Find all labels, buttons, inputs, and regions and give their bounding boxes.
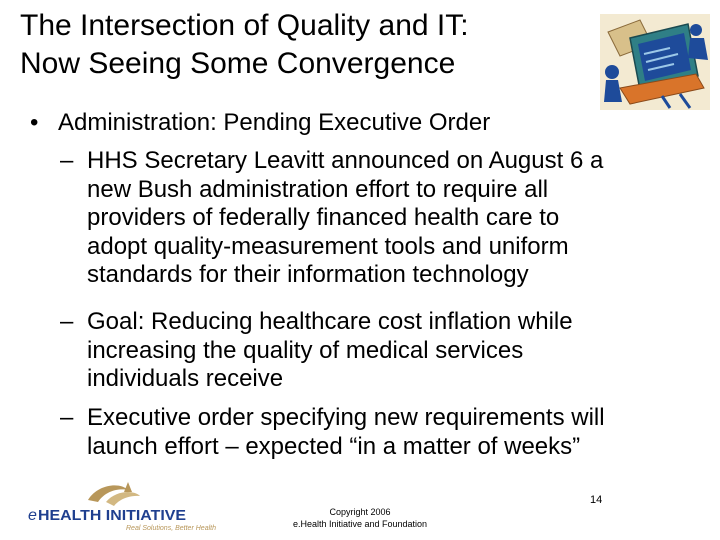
page-number: 14 bbox=[590, 494, 603, 506]
logo-tagline: Real Solutions, Better Health bbox=[126, 525, 217, 532]
sub-bullet-line: standards for their information technology bbox=[87, 261, 529, 288]
sub-bullet-line: launch effort – expected “in a matter of weeks” bbox=[87, 432, 581, 460]
copyright-line-2: e.Health Initiative and Foundation bbox=[292, 519, 428, 529]
sub-bullet-dash: – bbox=[60, 308, 74, 335]
sub-bullet-line: new Bush administration effort to require all bbox=[87, 175, 549, 203]
sub-bullet-line: Goal: Reducing healthcare cost inflation while bbox=[87, 308, 573, 335]
sub-bullet-line: adopt quality-measurement tools and uniform bbox=[87, 232, 569, 260]
sub-bullet-dash: – bbox=[60, 404, 74, 431]
bullet-marker: • bbox=[30, 109, 39, 136]
sub-bullet-2 bbox=[60, 308, 700, 394]
bullet-text: Administration: Pending Executive Order bbox=[58, 109, 491, 136]
sub-bullet-line: individuals receive bbox=[87, 365, 284, 392]
sub-bullet-line: Executive order specifying new requirements will bbox=[87, 404, 605, 431]
sub-bullet-line: HHS Secretary Leavitt announced on August 6 a bbox=[87, 147, 604, 174]
sub-bullet-line: providers of federally financed health care to bbox=[87, 204, 560, 231]
ehealth-initiative-logo bbox=[28, 480, 228, 532]
main-bullet bbox=[30, 106, 670, 140]
title-line-2: Now Seeing Some Convergence bbox=[20, 47, 456, 80]
title-line-1: The Intersection of Quality and IT: bbox=[20, 9, 469, 42]
logo-main-text: HEALTH INITIATIVE bbox=[38, 507, 186, 524]
sub-bullet-1 bbox=[60, 147, 700, 290]
computer-people-clipart-icon bbox=[600, 14, 710, 110]
sub-bullet-dash: – bbox=[60, 147, 74, 174]
slide-title bbox=[20, 7, 590, 83]
logo-e: e bbox=[28, 507, 37, 524]
copyright-line-1: Copyright 2006 bbox=[329, 507, 391, 517]
sub-bullet-line: increasing the quality of medical services bbox=[87, 336, 524, 364]
copyright-notice bbox=[270, 506, 450, 530]
sub-bullet-3 bbox=[60, 404, 700, 461]
